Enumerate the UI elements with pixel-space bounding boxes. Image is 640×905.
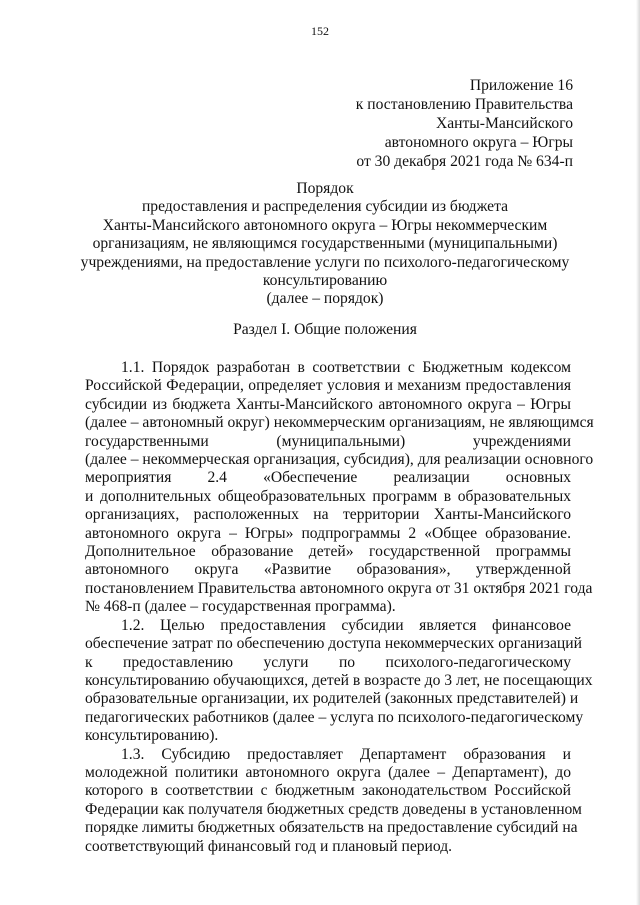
body-line: 1.2. Целью предоставления субсидии является финансовое [121, 616, 571, 634]
appendix-line: от 30 декабря 2021 года № 634-п [356, 153, 573, 170]
body-line: Федерации как получателя бюджетных средств доведены в установленном [85, 800, 582, 818]
body-line: субсидии из бюджета Ханты-Мансийского автономного округа – Югры [85, 395, 571, 413]
title-line: организациям, не являющимся государственными (муниципальными) [92, 235, 558, 253]
body-line: организациях, расположенных на территории Ханты-Мансийского [85, 506, 571, 524]
body-line: к предоставлению услуги по психолого-педагогическому [85, 653, 571, 671]
page-number: 152 [311, 24, 329, 38]
body-line: образовательные организации, их родителей (законных представителей) и [85, 690, 579, 708]
body-line: Дополнительное образование детей» государственной программы [85, 543, 571, 561]
appendix-line: к постановлению Правительства [355, 96, 573, 113]
title-line: (далее – порядок) [266, 290, 384, 308]
scan-edge [636, 0, 640, 905]
body-line: автономного округа «Развитие образования», утвержденной [85, 561, 571, 579]
body-line: мероприятия 2.4 «Обеспечение реализации основных [85, 469, 571, 487]
body-line: Российской Федерации, определяет условия и механизм предоставления [85, 377, 571, 395]
title-line: учреждениями, на предоставление услуги по психолого-педагогическому [80, 253, 570, 271]
document-title [66, 180, 584, 309]
appendix-line: Ханты-Мансийского [435, 115, 573, 132]
body-line: порядке лимиты бюджетных обязательств на предоставление субсидий на [85, 819, 578, 837]
body-line: (далее – некоммерческая организация, субсидия), для реализации основного [85, 451, 594, 469]
body-line: государственными (муниципальными) учреждениями [85, 432, 571, 450]
appendix-block [356, 76, 573, 171]
section-heading: Раздел I. Общие положения [233, 321, 417, 338]
title-line: Порядок [296, 180, 354, 197]
appendix-line: автономного округа – Югры [384, 134, 573, 151]
title-line: Ханты-Мансийского автономного округа – Югры некоммерческим [102, 216, 548, 234]
body-line: 1.3. Субсидию предоставляет Департамент образования и [121, 745, 571, 763]
body-line: постановлением Правительства автономного округа от 31 октября 2021 года [85, 579, 593, 597]
body-line: педагогических работников (далее – услуга по психолого-педагогическому [85, 708, 584, 726]
body-line: которого в соответствии с бюджетным законодательством Российской [85, 782, 571, 800]
body-line: 1.1. Порядок разработан в соответствии с Бюджетным кодексом [121, 359, 571, 376]
body-line: молодежной политики автономного округа (далее – Департамент), до [85, 763, 571, 781]
title-line: консультированию [262, 272, 388, 290]
body-line: автономного округа – Югры» подпрограммы 2 «Общее образование. [85, 524, 571, 542]
body-line: обеспечение затрат по обеспечению доступа некоммерческих организаций [85, 635, 582, 653]
body-line: соответствующий финансовый год и плановый период. [85, 837, 453, 855]
appendix-line: Приложение 16 [469, 77, 573, 94]
body-line: (далее – автономный округ) некоммерческим организациям, не являющимся [85, 414, 594, 432]
body-text [85, 359, 594, 856]
body-line: консультированию). [85, 727, 219, 745]
body-line: консультированию обучающихся, детей в возрасте до 3 лет, не посещающих [85, 671, 593, 689]
title-line: предоставления и распределения субсидии из бюджета [141, 198, 509, 216]
body-line: и дополнительных общеобразовательных программ в образовательных [85, 487, 571, 505]
body-line: № 468-п (далее – государственная программа). [85, 598, 396, 616]
